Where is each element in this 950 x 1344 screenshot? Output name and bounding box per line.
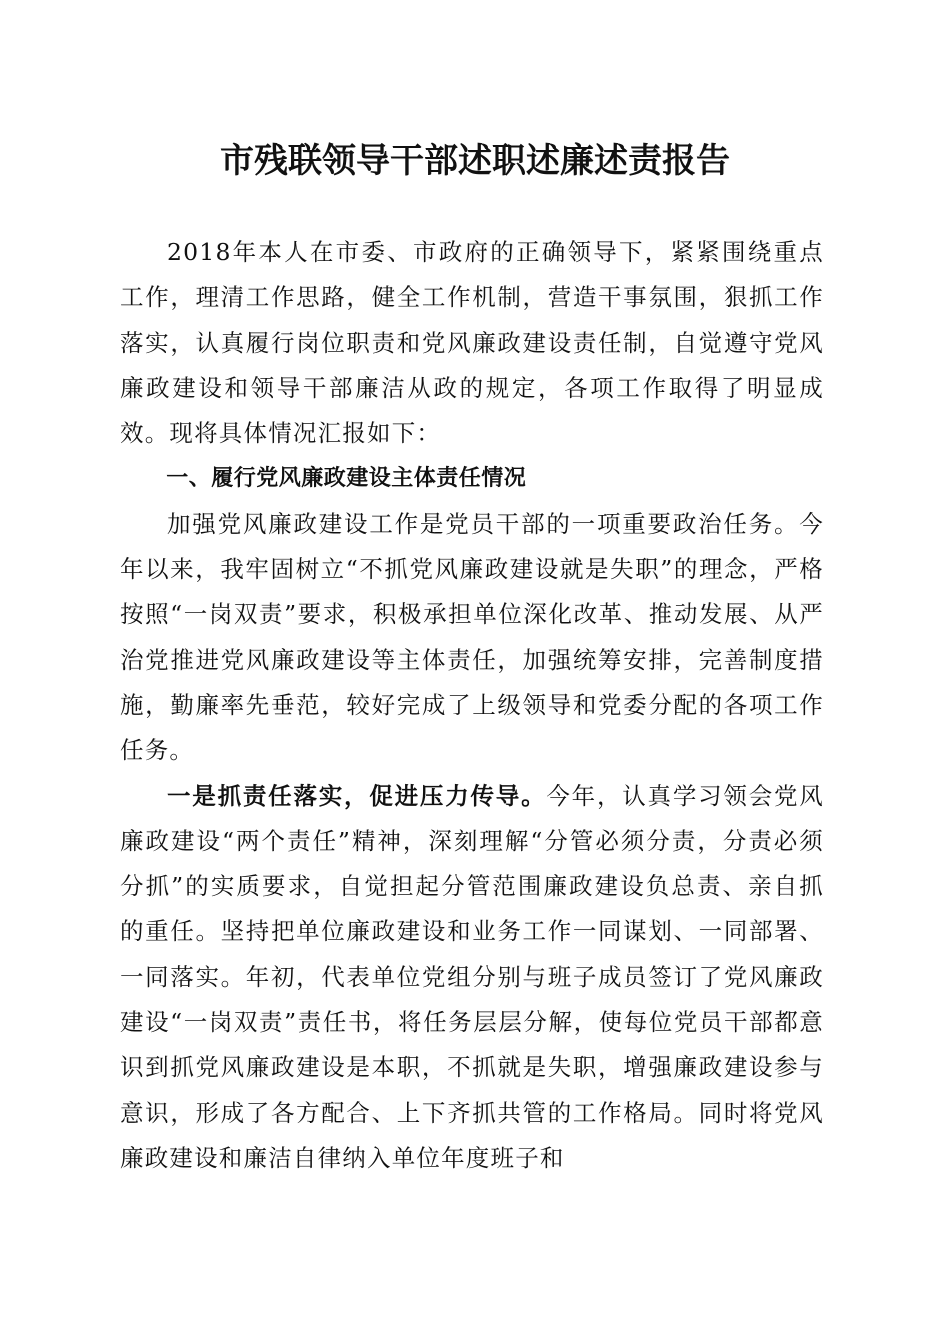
point-1-lead: 一是抓责任落实，促进压力传导。 (167, 781, 547, 810)
document-body (120, 230, 824, 1181)
section-1-paragraph: 加强党风廉政建设工作是党员干部的一项重要政治任务。今年以来，我牢固树立“不抓党风廉政建设就是失职”的理念，严格按照“一岗双责”要求，积极承担单位深化改革、推动发展、从严治党推进党风廉政建设等主体责任，加强统筹安排，完善制度措施，勤廉率先垂范，较好完成了上级领导和党委分配的各项工作任务。 (120, 509, 824, 765)
point-1-text: 今年，认真学习领会党风廉政建设“两个责任”精神，深刻理解“分管必须分责，分责必须分抓”的实质要求，自觉担起分管范围廉政建设负总责、亲自抓的重任。坚持把单位廉政建设和业务工作一同谋划、一同部署、一同落实。年初，代表单位党组分别与班子成员签订了党风廉政建设“一岗双责”责任书，将任务层层分解，使每位党员干部都意识到抓党风廉政建设是本职，不抓就是失职，增强廉政建设参与意识，形成了各方配合、上下齐抓共管的工作格局。同时将党风廉政建设和廉洁自律纳入单位年度班子和 (120, 781, 825, 1172)
point-1-paragraph (120, 774, 824, 1182)
section-heading-1: 一、履行党风廉政建设主体责任情况 (166, 466, 527, 492)
intro-paragraph: 2018年本人在市委、市政府的正确领导下，紧紧围绕重点工作，理清工作思路，健全工作机制，营造干事氛围，狠抓工作落实，认真履行岗位职责和党风廉政建设责任制，自觉遵守党风廉政建设和领导干部廉洁从政的规定，各项工作取得了明显成效。现将具体情况汇报如下： (120, 238, 824, 448)
document-title: 市残联领导干部述职述廉述责报告 (220, 141, 730, 181)
